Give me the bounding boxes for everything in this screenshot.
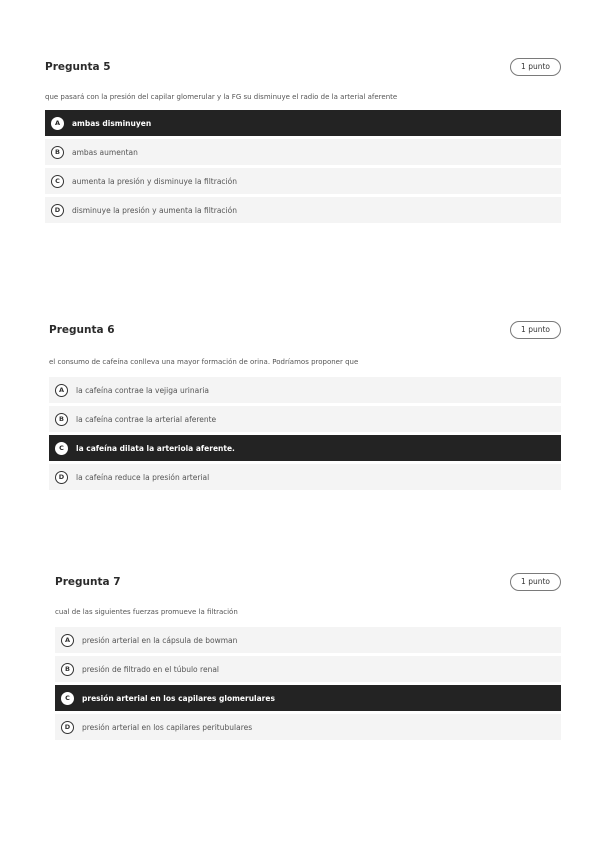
points-badge: 1 punto <box>510 58 561 76</box>
option-a[interactable] <box>55 627 561 653</box>
option-label: aumenta la presión y disminuye la filtración <box>72 176 237 186</box>
option-a[interactable] <box>49 377 561 403</box>
option-label: presión arterial en los capilares glomerulares <box>82 693 275 703</box>
option-label: la cafeína reduce la presión arterial <box>76 472 210 482</box>
question-7 <box>55 573 561 743</box>
option-label: disminuye la presión y aumenta la filtración <box>72 205 237 215</box>
option-letter-a: A <box>55 384 68 397</box>
option-letter-b: B <box>51 146 64 159</box>
option-c[interactable] <box>49 435 561 461</box>
option-d[interactable] <box>45 197 561 223</box>
option-label: la cafeína contrae la vejiga urinaria <box>76 385 209 395</box>
option-label: ambas disminuyen <box>72 118 152 128</box>
option-label: presión arterial en los capilares peritubulares <box>82 722 253 732</box>
option-letter-d: D <box>51 204 64 217</box>
points-badge: 1 punto <box>510 573 561 591</box>
option-letter-b: B <box>55 413 68 426</box>
option-letter-d: D <box>55 471 68 484</box>
option-label: presión arterial en la cápsula de bowman <box>82 635 238 645</box>
option-d[interactable] <box>55 714 561 740</box>
question-text: cual de las siguientes fuerzas promueve la filtración <box>55 608 238 616</box>
option-label: la cafeína contrae la arterial aferente <box>76 414 217 424</box>
option-b[interactable] <box>45 139 561 165</box>
question-5 <box>45 58 561 226</box>
option-label: ambas aumentan <box>72 147 138 157</box>
option-letter-c: C <box>55 442 68 455</box>
option-letter-c: C <box>61 692 74 705</box>
option-letter-b: B <box>61 663 74 676</box>
option-label: presión de filtrado en el túbulo renal <box>82 664 219 674</box>
option-c[interactable] <box>55 685 561 711</box>
question-title: Pregunta 7 <box>55 576 121 588</box>
option-c[interactable] <box>45 168 561 194</box>
answer-options <box>45 110 561 223</box>
question-6 <box>49 321 561 493</box>
option-letter-c: C <box>51 175 64 188</box>
points-badge: 1 punto <box>510 321 561 339</box>
option-letter-a: A <box>61 634 74 647</box>
question-header <box>55 573 561 595</box>
question-text: que pasará con la presión del capilar glomerular y la FG su disminuye el radio de la arterial aferente <box>45 93 398 101</box>
question-title: Pregunta 5 <box>45 61 111 73</box>
option-d[interactable] <box>49 464 561 490</box>
question-text: el consumo de cafeína conlleva una mayor formación de orina. Podríamos proponer que <box>49 358 359 366</box>
answer-options <box>55 627 561 740</box>
option-label: la cafeína dilata la arteriola aferente. <box>76 443 235 453</box>
option-a[interactable] <box>45 110 561 136</box>
question-title: Pregunta 6 <box>49 324 115 336</box>
question-header <box>49 321 561 343</box>
option-b[interactable] <box>49 406 561 432</box>
answer-options <box>49 377 561 490</box>
option-letter-d: D <box>61 721 74 734</box>
option-letter-a: A <box>51 117 64 130</box>
option-b[interactable] <box>55 656 561 682</box>
question-header <box>45 58 561 80</box>
